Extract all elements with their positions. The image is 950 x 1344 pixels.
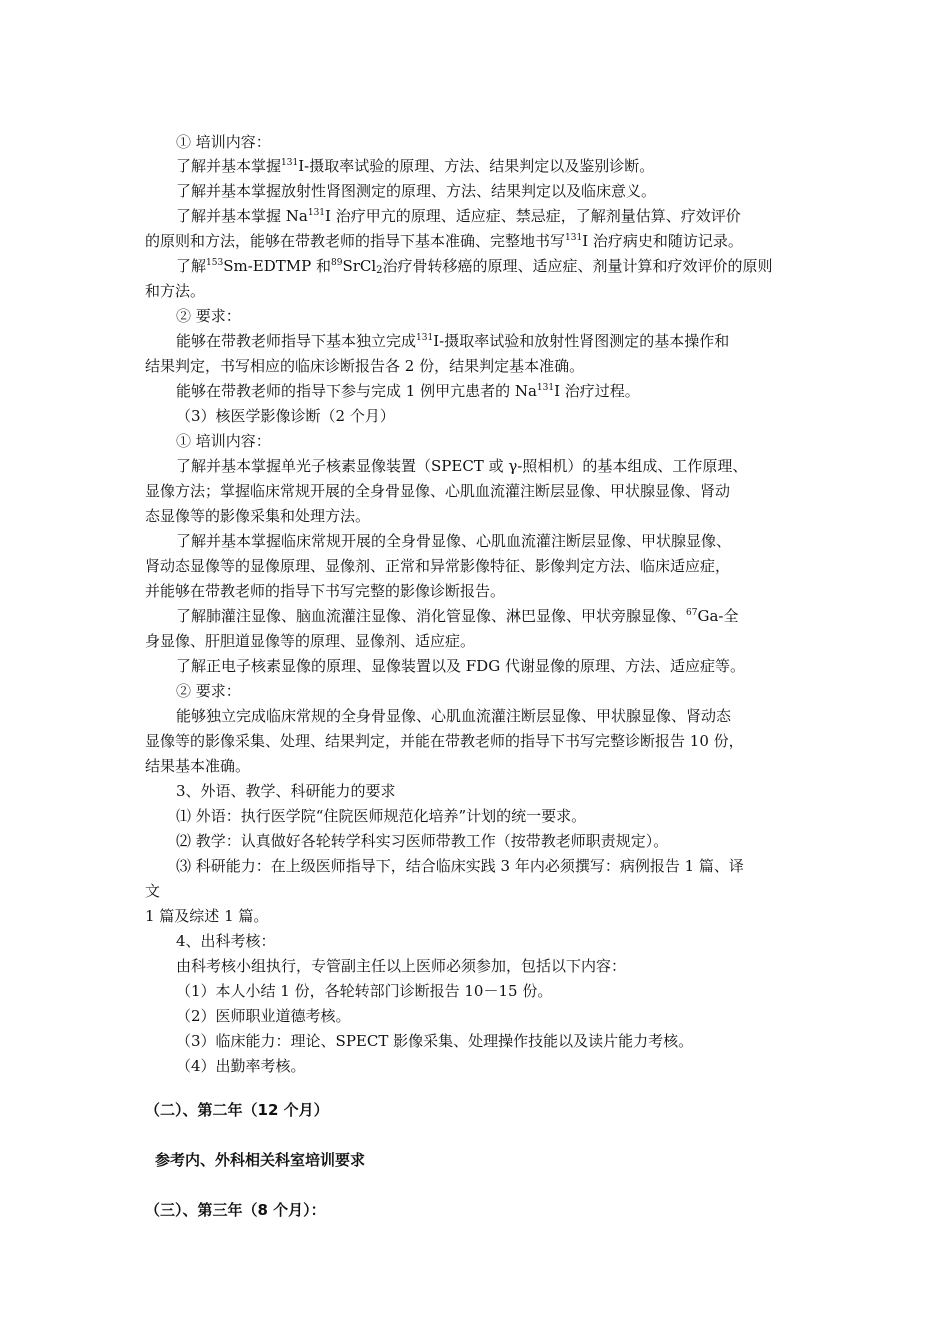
section-heading-exam: 4、出科考核：	[176, 932, 276, 950]
paragraph-line: 显像等的影像采集、处理、结果判定，并能在带教老师的指导下书写完整诊断报告 10 份，	[145, 732, 744, 750]
heading-requirements: ② 要求：	[176, 307, 241, 325]
paragraph-line: 由科考核小组执行，专管副主任以上医师必须参加，包括以下内容：	[176, 957, 627, 975]
paragraph-line: 肾动态显像等的显像原理、显像剂、正常和异常影像特征、影像判定方法、临床适应症，	[145, 557, 731, 575]
paragraph-line: 态显像等的影像采集和处理方法。	[145, 507, 371, 525]
section-heading-imaging: （3）核医学影像诊断（2 个月）	[176, 407, 395, 425]
paragraph-line: 能够在带教老师指导下基本独立完成$^{131}$I-摄取率试验和放射性肾图测定的基本操作和	[176, 332, 730, 350]
paragraph-line: 结果判定，书写相应的临床诊断报告各 2 份，结果判定基本准确。	[145, 357, 585, 375]
paragraph-line: 能够独立完成临床常规的全身骨显像、心肌血流灌注断层显像、甲状腺显像、肾动态	[176, 707, 732, 725]
heading-training-content: ① 培训内容：	[176, 432, 271, 450]
heading-requirements: ② 要求：	[176, 682, 241, 700]
list-item: （4）出勤率考核。	[176, 1057, 306, 1075]
paragraph-line: 和方法。	[145, 282, 206, 300]
section-heading-year-two: （二）、第二年（12 个月）	[145, 1101, 329, 1119]
list-item: ⑶ 科研能力：在上级医师指导下，结合临床实践 3 年内必须撰写：病例报告 1 篇、译	[176, 857, 744, 875]
list-item: ⑴ 外语：执行医学院“住院医师规范化培养”计划的统一要求。	[176, 807, 587, 825]
section-heading-year-three: （三）、第三年（8 个月）：	[145, 1201, 326, 1219]
list-item: （1）本人小结 1 份，各轮转部门诊断报告 10－15 份。	[176, 982, 553, 1000]
section-heading-reference: 参考内、外科相关科室培训要求	[155, 1151, 366, 1169]
list-item: （3）临床能力：理论、SPECT 影像采集、处理操作技能以及读片能力考核。	[176, 1032, 694, 1050]
paragraph-line: 能够在带教老师的指导下参与完成 1 例甲亢患者的 Na$^{131}$I 治疗过程。	[176, 382, 640, 400]
paragraph-line: 了解并基本掌握放射性肾图测定的原理、方法、结果判定以及临床意义。	[176, 182, 657, 200]
paragraph-line: 1 篇及综述 1 篇。	[145, 907, 269, 925]
paragraph-line: 了解并基本掌握 Na$^{131}$I 治疗甲亢的原理、适应症、禁忌症，了解剂量估算、疗效评价	[176, 207, 741, 225]
paragraph-line: 了解并基本掌握单光子核素显像装置（SPECT 或 γ-照相机）的基本组成、工作原理、	[176, 457, 748, 475]
paragraph-line: 了解$^{153}$Sm-EDTMP 和$^{89}$SrCl$_2$治疗骨转移癌的原理、适应症、剂量计算和疗效评价的原则	[176, 257, 773, 276]
paragraph-line: 身显像、肝胆道显像等的原理、显像剂、适应症。	[145, 632, 476, 650]
paragraph-line: 了解并基本掌握$^{131}$I-摄取率试验的原理、方法、结果判定以及鉴别诊断。	[176, 157, 655, 175]
heading-training-content: ① 培训内容：	[176, 133, 271, 151]
paragraph-line: 了解正电子核素显像的原理、显像装置以及 FDG 代谢显像的原理、方法、适应症等。	[176, 657, 745, 675]
paragraph-line: 结果基本准确。	[145, 757, 251, 775]
paragraph-line: 并能够在带教老师的指导下书写完整的影像诊断报告。	[145, 582, 506, 600]
paragraph-line: 了解并基本掌握临床常规开展的全身骨显像、心肌血流灌注断层显像、甲状腺显像、	[176, 532, 732, 550]
list-item: （2）医师职业道德考核。	[176, 1007, 351, 1025]
paragraph-line: 了解肺灌注显像、脑血流灌注显像、消化管显像、淋巴显像、甲状旁腺显像、$^{67}$Ga-全	[176, 607, 739, 625]
paragraph-line: 文	[145, 882, 161, 900]
paragraph-line: 的原则和方法，能够在带教老师的指导下基本准确、完整地书写$^{131}$I 治疗病史和随访记录。	[145, 232, 743, 250]
paragraph-line: 显像方法；掌握临床常规开展的全身骨显像、心肌血流灌注断层显像、甲状腺显像、肾动	[145, 482, 731, 500]
list-item: ⑵ 教学：认真做好各轮转学科实习医师带教工作（按带教老师职责规定）。	[176, 832, 669, 850]
section-heading-abilities: 3、外语、教学、科研能力的要求	[176, 782, 396, 800]
